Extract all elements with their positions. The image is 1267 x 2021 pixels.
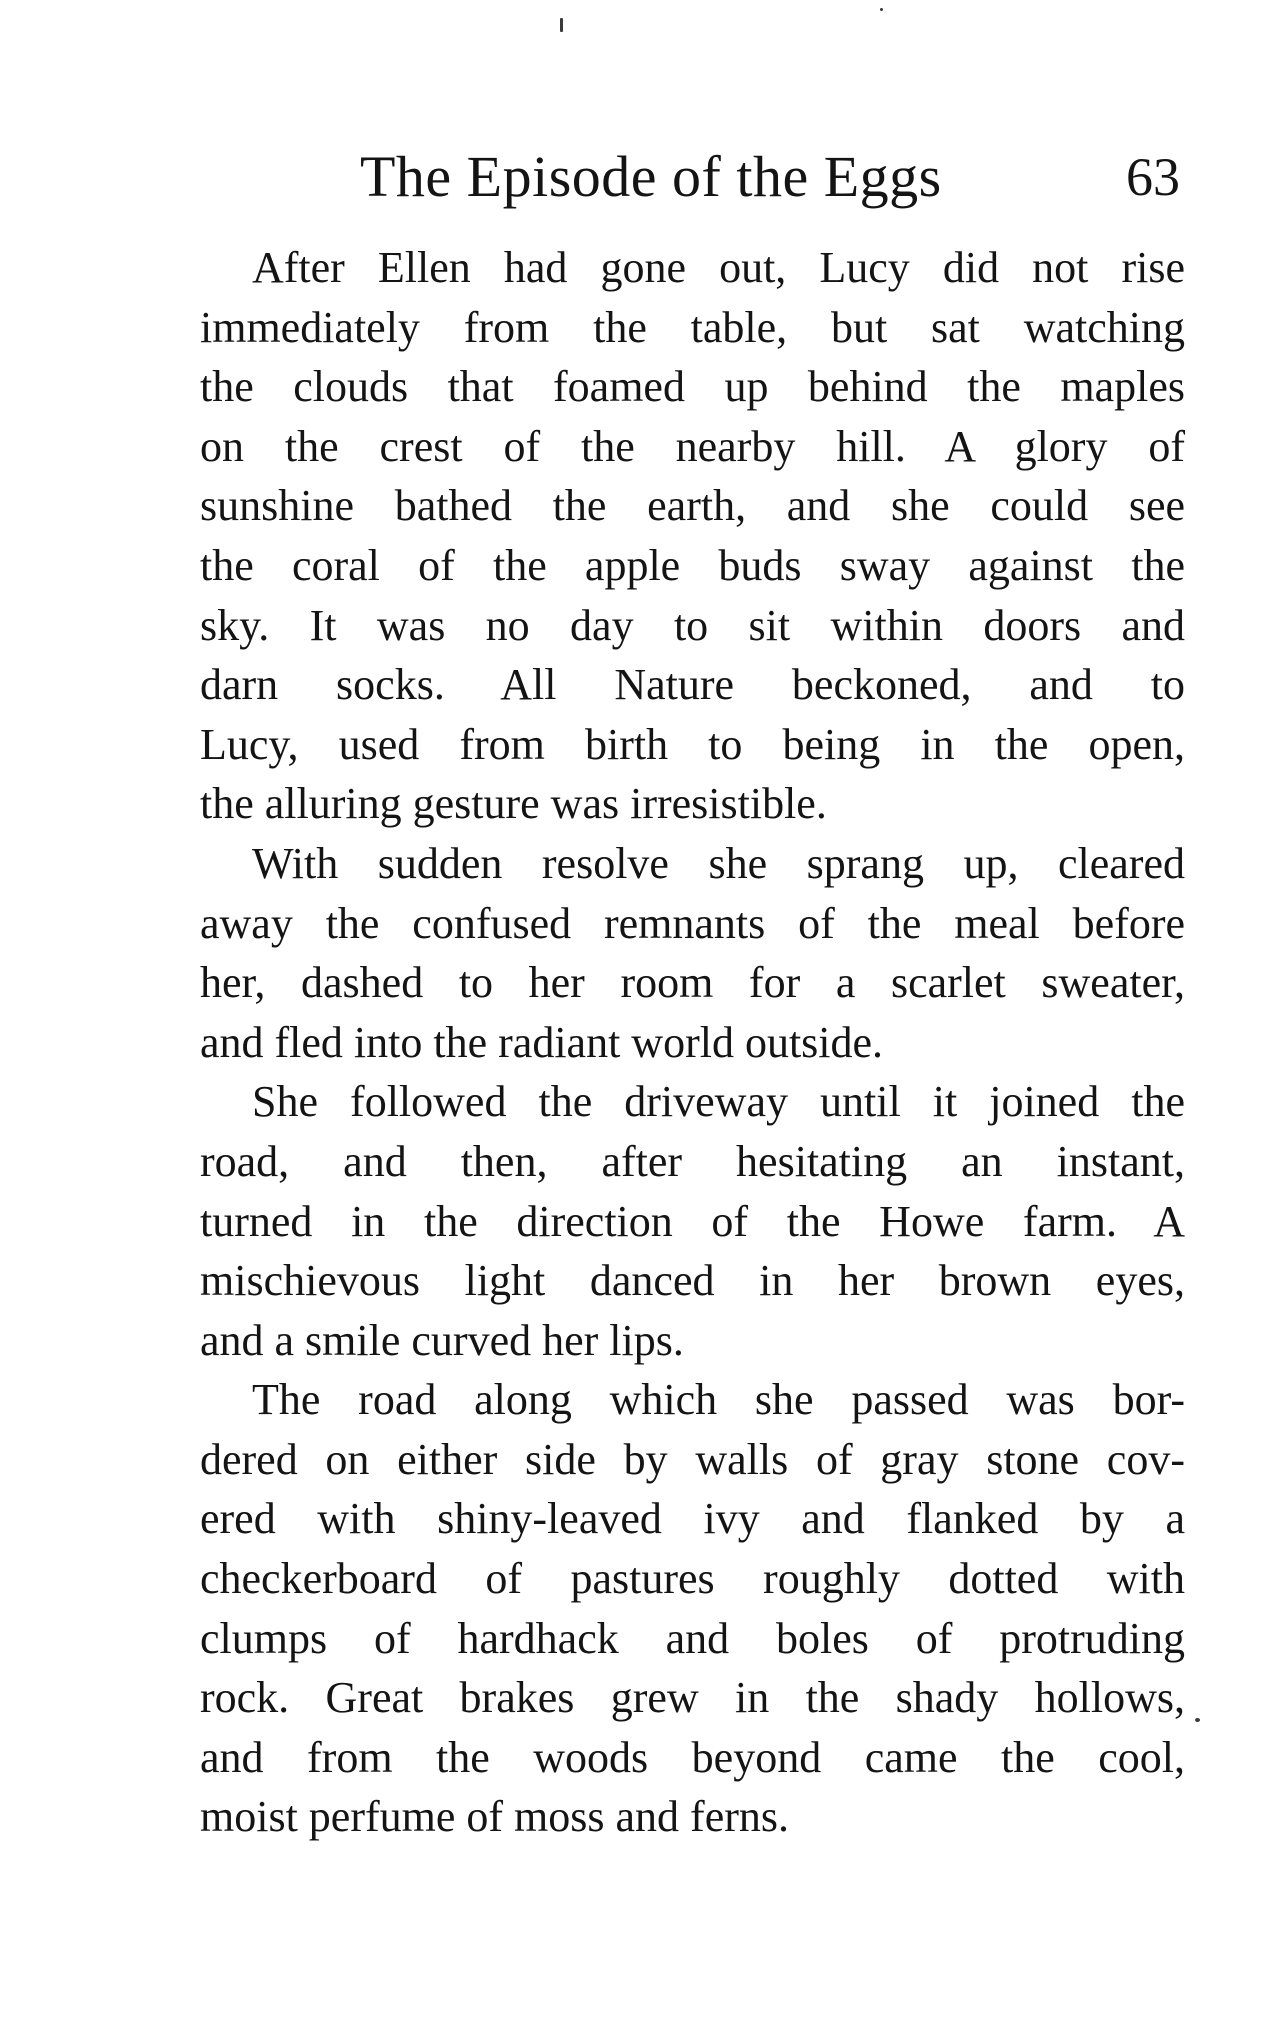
text-line: moist perfume of moss and ferns. [200,1792,789,1842]
text-line: the alluring gesture was irresistible. [200,779,827,829]
text-line: mischievous light danced in her brown eyes, [200,1256,1185,1306]
text-line: clumps of hardhack and boles of protruding [200,1613,1185,1663]
page-number: 63 [1126,147,1180,207]
paragraph [200,834,1185,1072]
text-line: checkerboard of pastures roughly dotted with [200,1554,1185,1604]
text-line: the clouds that foamed up behind the maples [200,362,1185,412]
text-line: sunshine bathed the earth, and she could see [200,481,1185,531]
text-line: rock. Great brakes grew in the shady hollows, [200,1673,1185,1723]
body-text [200,238,1185,1847]
paragraph [200,1072,1185,1370]
print-speck [1195,1718,1200,1722]
text-line: darn socks. All Nature beckoned, and to [200,660,1185,710]
text-line: on the crest of the nearby hill. A glory of [200,421,1185,471]
text-line: and a smile curved her lips. [200,1315,684,1365]
text-line: the coral of the apple buds sway against the [200,540,1185,590]
text-line: sky. It was no day to sit within doors and [200,600,1185,650]
print-speck [880,8,883,11]
text-line: away the confused remnants of the meal before [200,898,1185,948]
running-title: The Episode of the Eggs [360,144,942,209]
text-line: Lucy, used from birth to being in the open, [200,719,1185,769]
print-speck [560,18,563,32]
text-line: immediately from the table, but sat watching [200,302,1185,352]
text-line: After Ellen had gone out, Lucy did not rise [252,243,1185,292]
text-line: road, and then, after hesitating an instant, [200,1136,1185,1186]
text-line: She followed the driveway until it joined the [252,1077,1185,1127]
text-line: and from the woods beyond came the cool, [200,1732,1185,1782]
text-line: The road along which she passed was bor- [252,1375,1185,1425]
text-line: and fled into the radiant world outside. [200,1017,884,1067]
running-head [360,142,1180,212]
text-line: dered on either side by walls of gray stone cov- [200,1434,1185,1484]
text-line: ered with shiny-leaved ivy and flanked by a [200,1494,1185,1544]
paragraph [200,1370,1185,1847]
text-line: turned in the direction of the Howe farm. A [200,1196,1185,1246]
paragraph [200,238,1185,834]
text-line: her, dashed to her room for a scarlet sweater, [200,958,1185,1008]
text-line: With sudden resolve she sprang up, cleared [252,838,1185,888]
